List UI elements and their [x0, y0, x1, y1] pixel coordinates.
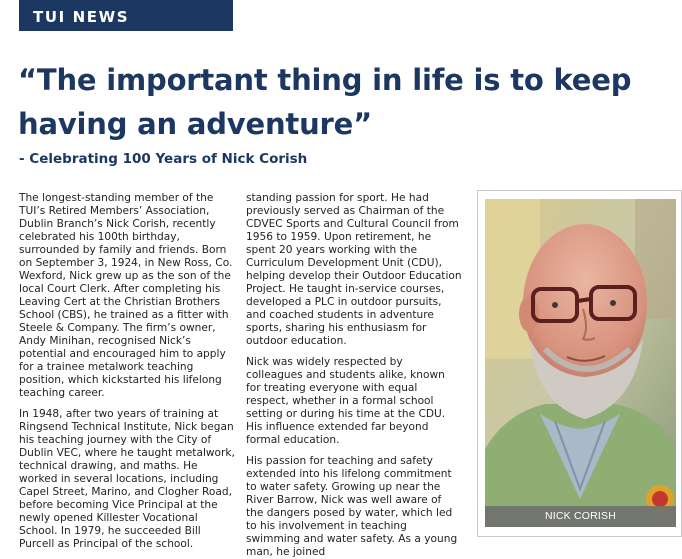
paragraph: His passion for teaching and safety extended into his lifelong commitment to water safety. Growing up near the River Barrow, Nick was well aware of the dangers posed by water, which led to his involvement in teaching swimming and water safety. As a young man, he joined [246, 455, 458, 558]
photo-caption: NICK CORISH [485, 506, 676, 527]
portrait-photo [485, 199, 676, 527]
article-column-1 [19, 192, 235, 550]
article-subhead: - Celebrating 100 Years of Nick Corish [19, 151, 308, 167]
paragraph: standing passion for sport. He had previously served as Chairman of the CDVEC Sports and Cultural Council from 1956 to 1959. Upon retirement, he spent 20 years working with the Curriculum Development Unit (CDU), helping develop their Outdoor Education Project. He taught in-service courses, developed a PLC in outdoor pursuits, and coached students in adventure sports, sharing his enthusiasm for outdoor education. [246, 192, 462, 347]
article-column-2 [246, 192, 462, 558]
paragraph: In 1948, after two years of training at Ringsend Technical Institute, Nick began his teaching journey with the City of Dublin VEC, where he taught metalwork, technical drawing, and maths. He worked in several locations, including Capel Street, Marino, and Clogher Road, before becoming Vice Principal at the newly opened Killester Vocational School. In 1979, he succeeded Bill Purcell as Principal of the school. [19, 408, 235, 550]
portrait-illustration [485, 199, 676, 527]
paragraph: Nick was widely respected by colleagues and students alike, known for treating everyone with equal respect, whether in a formal school setting or during his time at the CDU. His influence extended far beyond formal education. [246, 356, 446, 446]
section-tag: TUI NEWS [19, 0, 233, 31]
paragraph: The longest-standing member of the TUI’s Retired Members’ Association, Dublin Branch’s Nick Corish, recently celebrated his 100th birthday, surrounded by family and friends. Born on September 3, 1924, in New Ross, Co. Wexford, Nick grew up as the son of the local Court Clerk. After completing his Leaving Cert at the Christian Brothers School (CBS), he trained as a fitter with Steele & Company. The firm’s owner, Andy Minihan, recognised Nick’s potential and encouraged him to apply for a trainee metalwork teaching position, which kickstarted his lifelong teaching career. [19, 192, 233, 399]
article-headline: “The important thing in life is to keep having an adventure” [18, 63, 632, 141]
